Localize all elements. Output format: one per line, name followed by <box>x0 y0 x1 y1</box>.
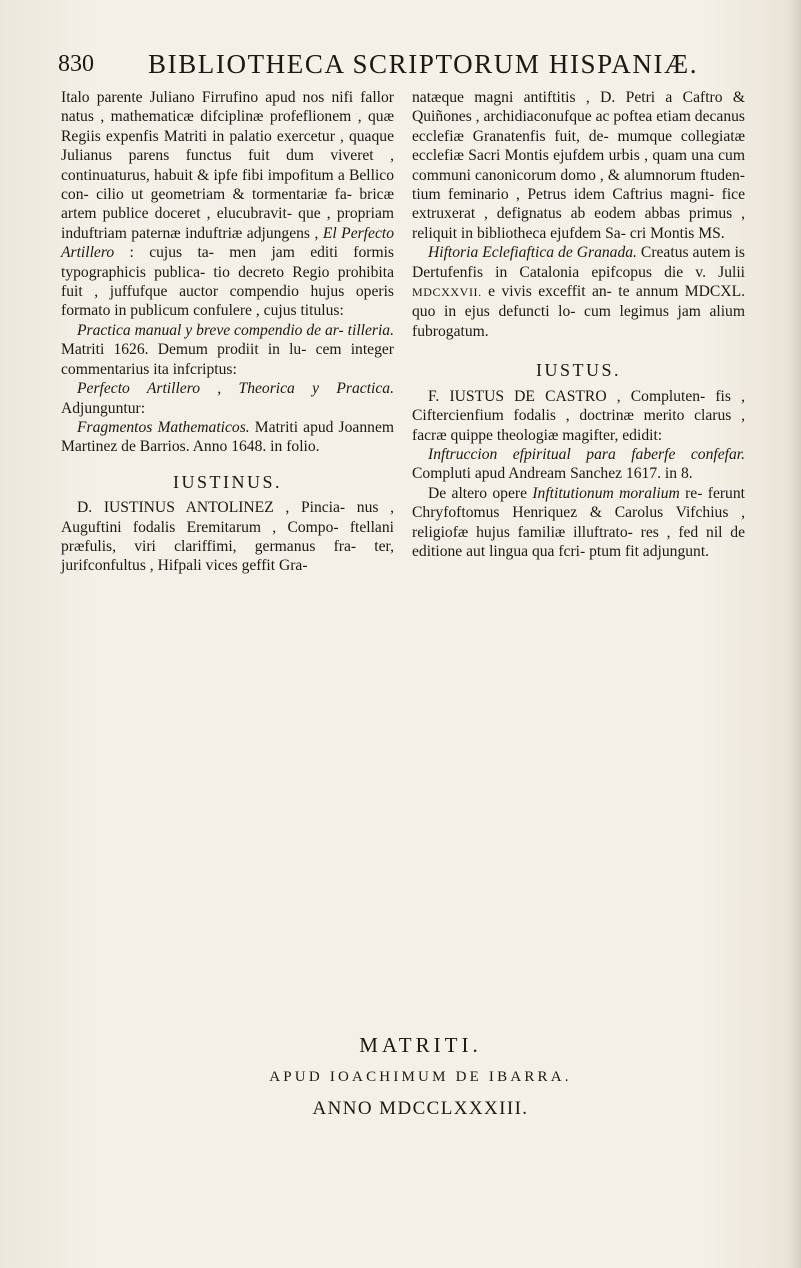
page-number: 830 <box>58 51 94 77</box>
section-heading: IUSTINUS. <box>172 471 282 492</box>
book-title: Inftruccion efpiritual para faberfe confefar. <box>428 445 745 463</box>
book-title: Practica manual y breve compendio de ar- tilleria. <box>77 321 394 339</box>
book-title: El Perfecto Artillero <box>61 224 394 262</box>
entry-paragraph: D. IUSTINUS ANTOLINEZ , Pincia- nus , Auguftini fodalis Eremitarum , Compo- ftellani præfulis, viri clariffimi, germanus fra- ter, jurifconfultus , Hifpali vices geffit Gra- <box>61 499 394 575</box>
book-title: Fragmentos Mathematicos. <box>77 418 250 436</box>
imprint-printer: APUD IOACHIMUM DE IBARRA. <box>269 1069 572 1085</box>
entry-paragraph: Italo parente Juliano Firrufino apud nos nifi fallor natus , mathematicæ difciplinæ profeflionem , quæ Regiis expenfis Matriti in palatio exercetur , quaque Julianus parens functus fuit dum viveret , continuaturus, habuit & ipfe fibi impofitum a Bellico con- cilio ut geometriam & tormentariæ fa- bricæ artem publice doceret , elucubravit- que , propriam induftriam paternæ induftriæ adjungens , El Perfecto Artillero : cujus ta- men jam editi formis typographicis publica- tio decreto Regio prohibita fuit , juffufque auctor compendio hujus operis formato in publicum confulere , cujus titulus: <box>61 89 394 320</box>
page-header <box>58 47 778 83</box>
right-column <box>412 88 745 561</box>
entry-paragraph: F. IUSTUS DE CASTRO , Compluten- fis , Ciftercienfium fodalis , doctrinæ merito clarus , facræ quippe theologiæ magifter, edidit: <box>412 387 745 444</box>
page-edge-shadow <box>787 0 801 1268</box>
book-title: Perfecto Artillero , Theorica y Practica. <box>77 380 394 398</box>
section-heading: IUSTUS. <box>535 360 621 381</box>
imprint-city: MATRITI. <box>359 1033 482 1057</box>
entry-paragraph: Practica manual y breve compendio de ar- tilleria. Matriti 1626. Demum prodiit in lu- cem integer commentarius ita infcriptus: <box>61 321 394 378</box>
entry-paragraph: Perfecto Artillero , Theorica y Practica. Adjunguntur: <box>61 380 394 417</box>
entry-paragraph: De altero opere Inftitutionum moralium re- ferunt Chryfoftomus Henriquez & Carolus Vifchius , religiofæ hujus familiæ illuftrato- res , fed nil de editione aut lingua qua fcri- ptum fit adjungunt. <box>412 484 745 560</box>
imprint-year: ANNO MDCCLXXXIII. <box>312 1098 529 1119</box>
entry-paragraph: Inftruccion efpiritual para faberfe confefar. Compluti apud Andream Sanchez 1617. in 8. <box>412 445 745 483</box>
entry-paragraph: Hiftoria Eclefiaftica de Granada. Creatus autem is Dertufenfis in Catalonia epifcopus die v. Julii MDCXXVII. e vivis exceffit an- te annum MDCXL. quo in ejus defuncti lo- cum legimus jam alium fubrogatum. <box>412 244 745 340</box>
book-title: Hiftoria Eclefiaftica de Granada. <box>428 244 637 262</box>
entry-paragraph: natæque magni antiftitis , D. Petri a Caftro & Quiñones , archidiaconufque ac poftea etiam decanus ecclefiæ Granatenfis fuit, de- mumque collegiatæ ecclefiæ Sacri Montis ejufdem urbis , quam una cum communi canonicorum domo , & alumnorum ftuden- tium feminario , Petrus idem Caftrius magni- fice extruxerat , defignatus ab eodem abbas primus , reliquit in bibliotheca ejufdem Sa- cri Montis MS. <box>412 89 745 242</box>
entry-paragraph: Fragmentos Mathematicos. Matriti apud Joannem Martinez de Barrios. Anno 1648. in folio. <box>61 418 394 456</box>
running-title: BIBLIOTHECA SCRIPTORUM HISPANIÆ. <box>148 49 699 79</box>
left-column <box>61 88 394 576</box>
book-title: Inftitutionum moralium <box>532 484 680 502</box>
